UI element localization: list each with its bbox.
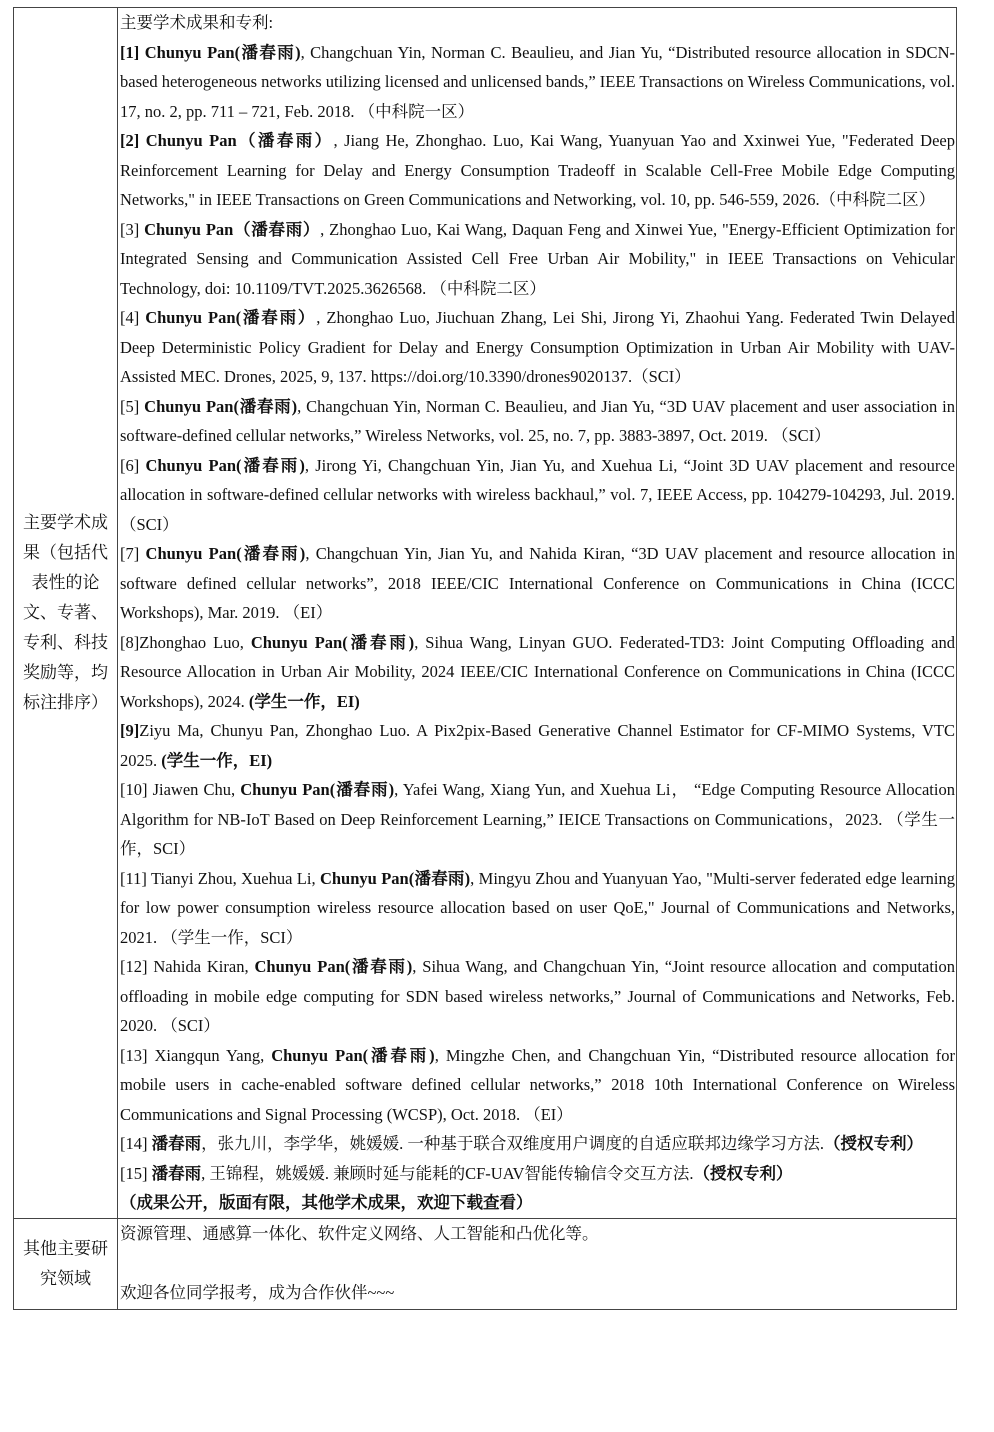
citation-text: , Zhonghao Luo, Jiuchuan Zhang, Lei Shi, Jirong Yi, Zhaohui Yang. Federated Twin Delayed Deep Deterministic Policy Gradient for Delay and Energy Consumption Optimization in Urban Air Mobility with UAV-Assisted MEC. Drones, 2025, 9, 137. https://doi.org/10.3390/drones9020137.（SCI）: [120, 308, 955, 386]
publication-item: [120, 392, 955, 451]
emphasized-text: 潘春雨: [151, 1134, 202, 1153]
publication-item: [120, 38, 955, 127]
publication-item: [120, 864, 955, 953]
research-row: [14, 1218, 957, 1309]
citation-text: , 王锦程，姚媛媛. 兼顾时延与能耗的CF-UAV智能传输信令交互方法.: [201, 1163, 694, 1183]
achievements-content: [118, 8, 957, 1219]
publication-item: [120, 775, 955, 864]
publication-item: [120, 1041, 955, 1130]
emphasized-text: Chunyu Pan(潘春雨): [250, 632, 415, 652]
publication-item: [120, 451, 955, 540]
publication-item: [120, 126, 955, 215]
research-label: 其他主要研究领域: [14, 1218, 118, 1309]
emphasized-text: Chunyu Pan(潘春雨): [254, 957, 413, 976]
emphasized-text: （授权专利）: [824, 1134, 923, 1153]
citation-text: [8]Zhonghao Luo,: [120, 632, 251, 652]
citation-text: , Jiang He, Zhonghao. Luo, Kai Wang, Yuanyuan Yao and Xxinwei Yue, "Federated Deep Reinforcement Learning for Delay and Energy Consumption Tradeoff in Scalable Cell-Free Mobile Edge Computing Networks," in IEEE Transactions on Green Communications and Networking, vol. 10, pp. 546-559, 2026.（中科院二区）: [120, 131, 955, 209]
info-table: [13, 7, 957, 1310]
citation-text: , Changchuan Yin, Norman C. Beaulieu, and Jian Yu, “Distributed resource allocation in SDCN-based heterogeneous networks utilizing licensed and unlicensed bands,” IEEE Transactions on Wireless Communications, vol. 17, no. 2, pp. 711 – 721, Feb. 2018. （中科院一区）: [120, 42, 955, 121]
citation-text: , Zhonghao Luo, Kai Wang, Daquan Feng and Xinwei Yue, "Energy-Efficient Optimization for Integrated Sensing and Communication Assisted Cell Free Urban Air Mobility," in IEEE Transactions on Vehicular Technology, doi: 10.1109/TVT.2025.3626568. （中科院二区）: [120, 219, 955, 298]
emphasized-text: Chunyu Pan(潘春雨): [145, 544, 306, 563]
emphasized-text: [2]: [120, 131, 146, 150]
citation-text: [15]: [120, 1163, 152, 1183]
publication-list: [120, 38, 955, 1189]
publication-item: [120, 952, 955, 1041]
blank-line: [120, 1248, 954, 1278]
publication-item: [120, 628, 955, 717]
citation-text: Ziyu Ma, Chunyu Pan, Zhonghao Luo. A Pix2pix-Based Generative Channel Estimator for CF-MIMO Systems, VTC 2025.: [120, 721, 955, 770]
publication-item: [120, 303, 955, 392]
achievements-heading: 主要学术成果和专利:: [120, 13, 274, 32]
emphasized-text: (学生一作，EI): [248, 691, 360, 711]
emphasized-text: （授权专利）: [693, 1163, 793, 1183]
emphasized-text: Chunyu Pan(潘春雨): [144, 42, 301, 62]
emphasized-text: Chunyu Pan(潘春雨): [145, 455, 305, 475]
publication-item: [120, 539, 955, 628]
citation-text: , Changchuan Yin, Jian Yu, and Nahida Kiran, “3D UAV placement and resource allocation in software defined cellular networks”, 2018 IEEE/CIC International Conference on Communications in China (ICCC Workshops), Mar. 2019. （EI）: [120, 544, 955, 622]
publication-item: [120, 1159, 955, 1189]
recruitment-invitation: 欢迎各位同学报考，成为合作伙伴~~~: [120, 1282, 395, 1302]
citation-text: , Sihua Wang, Linyan GUO. Federated-TD3: Joint Computing Offloading and Resource Allocation in Urban Air Mobility, 2024 IEEE/CIC International Conference on Communications in China (ICCC Workshops), 2024.: [120, 632, 955, 711]
citation-text: , Mingzhe Chen, and Changchuan Yin, “Distributed resource allocation for mobile users in cache-enabled software defined cellular networks,” 2018 10th International Conference on Wireless Communications and Signal Processing (WCSP), Oct. 2018. （EI）: [120, 1045, 955, 1124]
emphasized-text: Chunyu Pan(潘春雨): [271, 1045, 435, 1065]
citation-text: , Sihua Wang, and Changchuan Yin, “Joint resource allocation and computation offloading in mobile edge computing for SDN based wireless networks,” Journal of Communications and Networks, Feb. 2020. （SCI）: [120, 957, 955, 1035]
citation-text: [11] Tianyi Zhou, Xuehua Li,: [120, 868, 320, 888]
emphasized-text: [1]: [120, 42, 145, 62]
citation-text: [7]: [120, 544, 146, 563]
research-content: [118, 1218, 957, 1309]
citation-text: , Changchuan Yin, Norman C. Beaulieu, and Jian Yu, “3D UAV placement and user association in software-defined cellular networks,” Wireless Networks, vol. 25, no. 7, pp. 3883-3897, Oct. 2019. （SCI）: [120, 396, 955, 445]
research-areas: 资源管理、通感算一体化、软件定义网络、人工智能和凸优化等。: [120, 1223, 599, 1243]
citation-text: ，张九川，李学华，姚媛媛. 一种基于联合双维度用户调度的自适应联邦边缘学习方法.: [201, 1134, 824, 1153]
citation-text: [5]: [120, 396, 145, 416]
footer-note: （成果公开，版面有限，其他学术成果，欢迎下载查看）: [120, 1193, 533, 1212]
emphasized-text: Chunyu Pan(潘春雨): [319, 868, 471, 888]
citation-text: , Yafei Wang, Xiang Yun, and Xuehua Li， “Edge Computing Resource Allocation Algorithm for NB-IoT Based on Deep Reinforcement Learning,” IEICE Transactions on Communications，2023. （学生一作，SCI）: [120, 780, 955, 858]
emphasized-text: Chunyu Pan(潘春雨): [144, 396, 298, 416]
emphasized-text: Chunyu Pan（潘春雨）: [144, 219, 321, 239]
emphasized-text: (学生一作，EI): [161, 750, 273, 770]
citation-text: [6]: [120, 455, 146, 475]
citation-text: [12] Nahida Kiran,: [120, 957, 255, 976]
citation-text: [13] Xiangqun Yang,: [120, 1045, 272, 1065]
emphasized-text: Chunyu Pan(潘春雨）: [145, 308, 317, 327]
emphasized-text: [9]: [120, 721, 140, 740]
publication-item: [120, 215, 955, 304]
emphasized-text: Chunyu Pan（潘春雨）: [145, 131, 334, 150]
achievements-row: [14, 8, 957, 1219]
citation-text: , Jirong Yi, Changchuan Yin, Jian Yu, and Xuehua Li, “Joint 3D UAV placement and resource allocation in software-defined cellular networks with wireless backhaul,” vol. 7, IEEE Access, pp. 104279-104293, Jul. 2019. （SCI）: [120, 455, 956, 534]
emphasized-text: Chunyu Pan(潘春雨): [240, 780, 395, 799]
citation-text: [14]: [120, 1134, 152, 1153]
citation-text: [10] Jiawen Chu,: [120, 780, 241, 799]
publication-item: [120, 1129, 955, 1159]
citation-text: [4]: [120, 308, 146, 327]
citation-text: , Mingyu Zhou and Yuanyuan Yao, "Multi-server federated edge learning for low power consumption wireless resource allocation based on user QoE," Journal of Communications and Networks, 2021. （学生一作，SCI）: [120, 868, 956, 947]
citation-text: [3]: [120, 219, 145, 239]
achievements-label: 主要学术成果（包括代表性的论文、专著、专利、科技奖励等，均标注排序）: [14, 8, 118, 1219]
publication-item: [120, 716, 955, 775]
emphasized-text: 潘春雨: [151, 1163, 202, 1183]
